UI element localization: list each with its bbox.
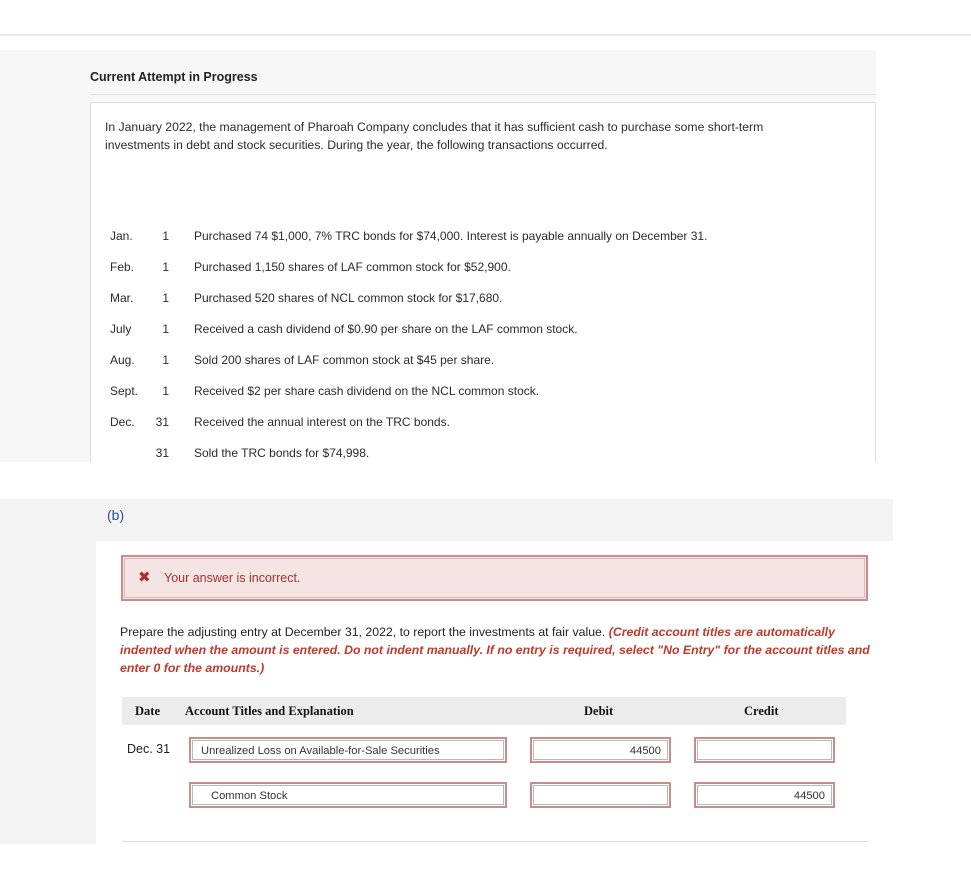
header-account: Account Titles and Explanation bbox=[185, 704, 354, 718]
problem-intro: In January 2022, the management of Pharoah Company concludes that it has sufficient cash to purchase some short-term investments in debt and stock securities. During the year, the following transactions occurred. bbox=[105, 120, 764, 152]
table-bottom-divider bbox=[122, 841, 868, 842]
transaction-day: 1 bbox=[162, 353, 169, 367]
transaction-text: Sold the TRC bonds for $74,998. bbox=[194, 446, 370, 460]
problem-panel bbox=[0, 50, 876, 462]
attempt-divider bbox=[90, 94, 876, 95]
transaction-month: Mar. bbox=[110, 291, 134, 305]
transaction-month: July bbox=[110, 322, 132, 336]
credit-input[interactable] bbox=[694, 737, 835, 763]
transaction-day: 1 bbox=[162, 229, 169, 243]
transaction-month: Dec. bbox=[110, 415, 135, 429]
x-icon: ✖ bbox=[138, 569, 151, 586]
transaction-month: Jan. bbox=[110, 229, 133, 243]
transaction-day: 1 bbox=[162, 291, 169, 305]
transaction-text: Purchased 520 shares of NCL common stock for $17,680. bbox=[194, 291, 503, 305]
header-date: Date bbox=[135, 704, 160, 718]
transaction-text: Received the annual interest on the TRC bonds. bbox=[194, 415, 450, 429]
journal-table-header bbox=[122, 697, 846, 725]
part-b-panel bbox=[0, 499, 893, 844]
account-title-input[interactable]: Unrealized Loss on Available-for-Sale Securities bbox=[189, 737, 507, 763]
transaction-month: Sept. bbox=[110, 384, 139, 398]
part-b-content bbox=[96, 541, 893, 844]
transaction-month: Feb. bbox=[110, 260, 135, 274]
transaction-text: Received a cash dividend of $0.90 per share on the LAF common stock. bbox=[194, 322, 578, 336]
transaction-day: 31 bbox=[155, 415, 169, 429]
transaction-day: 31 bbox=[155, 446, 169, 460]
transaction-text: Purchased 1,150 shares of LAF common stock for $52,900. bbox=[194, 260, 511, 274]
problem-statement-box bbox=[90, 102, 876, 462]
debit-input[interactable]: 44500 bbox=[530, 737, 671, 763]
transaction-month: Aug. bbox=[110, 353, 135, 367]
transaction-text: Received $2 per share cash dividend on the NCL common stock. bbox=[194, 384, 540, 398]
question-prompt bbox=[120, 623, 872, 677]
alert-message: Your answer is incorrect. bbox=[164, 571, 301, 585]
entry-date: Dec. 31 bbox=[127, 742, 171, 756]
transaction-text: Sold 200 shares of LAF common stock at $45 per share. bbox=[194, 353, 495, 367]
transaction-day: 1 bbox=[162, 260, 169, 274]
transaction-day: 1 bbox=[162, 384, 169, 398]
account-title-input[interactable]: Common Stock bbox=[189, 782, 507, 808]
prompt-instructions: (Credit account titles are automatically indented when the amount is entered. Do not indent manually. If no entry is required, select "No Entry" for the account titles and enter 0 for the amounts.) bbox=[120, 625, 870, 675]
transaction-text: Purchased 74 $1,000, 7% TRC bonds for $74,000. Interest is payable annually on December 31. bbox=[194, 229, 708, 243]
credit-input[interactable]: 44500 bbox=[694, 782, 835, 808]
transaction-day: 1 bbox=[162, 322, 169, 336]
top-divider bbox=[0, 34, 971, 36]
prompt-text: Prepare the adjusting entry at December 31, 2022, to report the investments at fair value. bbox=[120, 625, 609, 639]
header-debit: Debit bbox=[584, 704, 614, 718]
part-label: (b) bbox=[107, 507, 125, 523]
attempt-title: Current Attempt in Progress bbox=[90, 70, 258, 84]
debit-input[interactable] bbox=[530, 782, 671, 808]
incorrect-answer-alert bbox=[121, 555, 868, 601]
header-credit: Credit bbox=[744, 704, 779, 718]
